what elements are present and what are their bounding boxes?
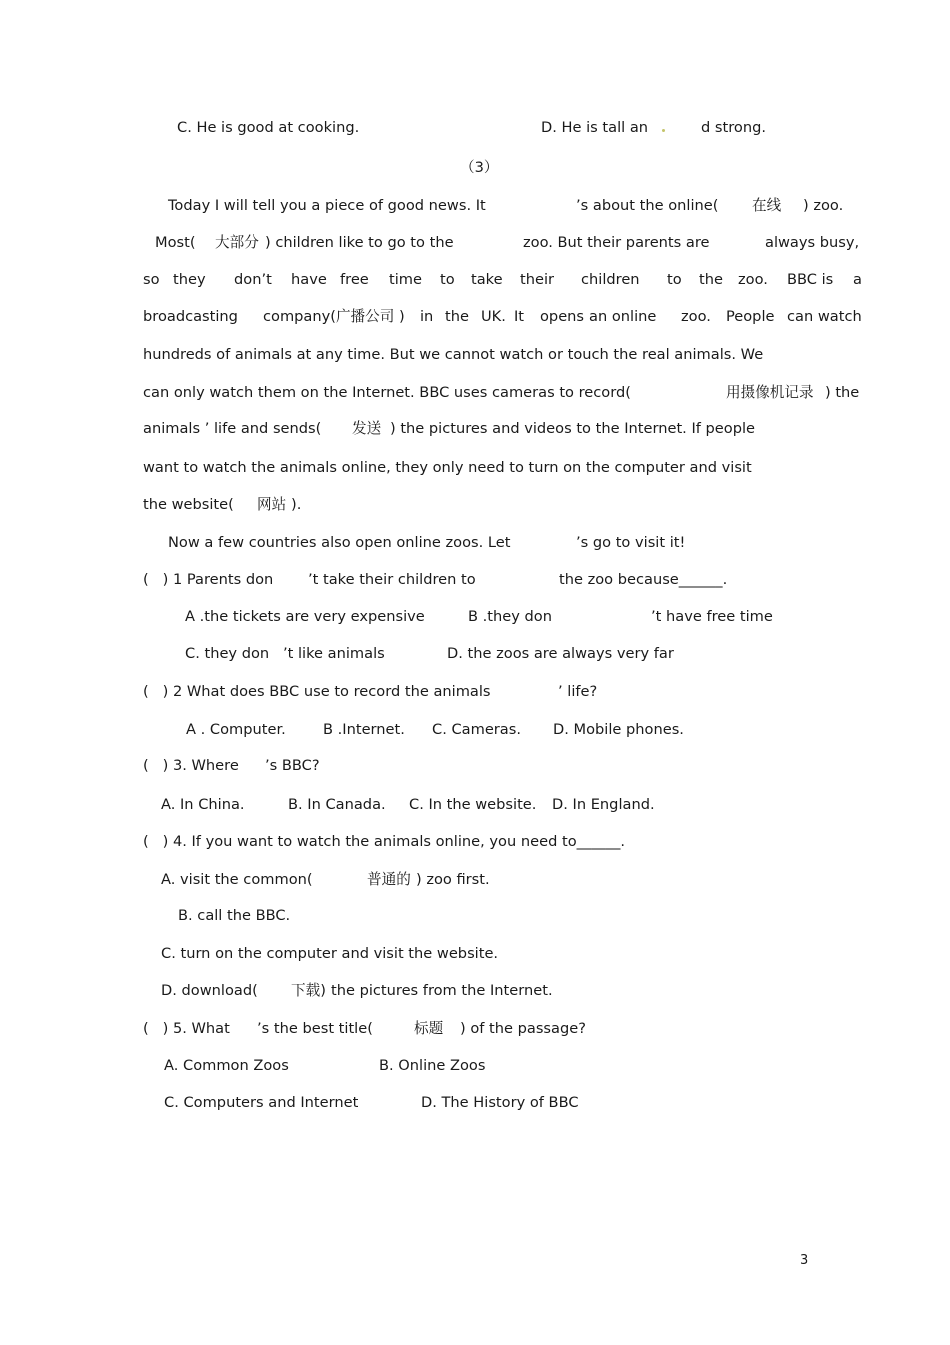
passage-word: can watch (787, 308, 862, 325)
q2-option-d: D. Mobile phones. (553, 721, 684, 738)
option-c: C. He is good at cooking. (177, 119, 360, 136)
question-5: ( ) 5. What (143, 1020, 230, 1037)
passage-word: have (291, 271, 327, 288)
passage-line: want to watch the animals online, they only need to turn on the computer and visit (143, 459, 752, 476)
passage-word: time (389, 271, 422, 288)
passage-line: ) children like to go to the (265, 234, 454, 251)
q1-option-b: ’t have free time (651, 608, 773, 625)
passage-line: ). (291, 496, 302, 513)
page-number: 3 (800, 1253, 809, 1268)
q3-option-d: D. In England. (552, 796, 655, 813)
passage-word: a (853, 271, 862, 288)
q3-option-a: A. In China. (161, 796, 245, 813)
q2-option-b: B .Internet. (323, 721, 405, 738)
question-5: ’s the best title( (257, 1020, 373, 1037)
passage-word: People (726, 308, 775, 325)
q1-option-c: ’t like animals (283, 645, 385, 662)
option-d-part2: d strong. (701, 119, 766, 136)
passage-cn: 用摄像机记录 (726, 384, 814, 401)
passage-line: always busy, (765, 234, 860, 251)
question-3: ’s BBC? (265, 757, 320, 774)
q3-option-b: B. In Canada. (288, 796, 386, 813)
question-5: ) of the passage? (460, 1020, 586, 1037)
passage-line: Today I will tell you a piece of good news. It (168, 197, 486, 214)
option-d-part1: D. He is tall an (541, 119, 649, 136)
q5-option-d: D. The History of BBC (421, 1094, 579, 1111)
passage-line: animals ’ life and sends( (143, 420, 322, 437)
passage-line: hundreds of animals at any time. But we cannot watch or touch the real animals. We (143, 346, 764, 363)
q4-option-b: B. call the BBC. (178, 907, 291, 924)
q2-option-a: A . Computer. (186, 721, 286, 738)
passage-word: the (445, 308, 469, 325)
passage-word: the (699, 271, 723, 288)
passage-line: the website( (143, 496, 234, 513)
stray-dot (662, 129, 665, 132)
passage-word: UK. (481, 308, 506, 325)
q4-option-a: A. visit the common( (161, 871, 313, 888)
passage-word: in (420, 308, 434, 325)
passage-word: children (581, 271, 640, 288)
section-number: （3） (460, 159, 499, 176)
passage-line: ) the (825, 384, 860, 401)
passage-word: company(广播公司 ) (263, 308, 405, 325)
passage-word: zoo. (681, 308, 711, 325)
passage-line: Now a few countries also open online zoos. Let (168, 534, 511, 551)
question-1: ( ) 1 Parents don (143, 571, 274, 588)
q2-option-c: C. Cameras. (432, 721, 521, 738)
passage-word: don’t (234, 271, 272, 288)
q5-option-a: A. Common Zoos (164, 1057, 289, 1074)
passage-word: free (340, 271, 369, 288)
q4-option-d: D. download( (161, 982, 258, 999)
passage-word: an online (589, 308, 657, 325)
question-4: ( ) 4. If you want to watch the animals online, you need to______. (143, 833, 626, 850)
q4-option-d: 下载) (291, 982, 326, 999)
q4-option-d: the pictures from the Internet. (331, 982, 553, 999)
passage-cn: 网站 (257, 496, 287, 513)
q5-option-c: C. Computers and Internet (164, 1094, 359, 1111)
passage-word: zoo. (738, 271, 768, 288)
q1-option-c: C. they don (185, 645, 270, 662)
passage-line: zoo. But their parents are (523, 234, 710, 251)
passage-word: BBC is (787, 271, 834, 288)
passage-word: their (520, 271, 555, 288)
q1-option-a: A .the tickets are very expensive (185, 608, 425, 625)
q4-option-c: C. turn on the computer and visit the website. (161, 945, 499, 962)
passage-line: ’s about the online( (576, 197, 719, 214)
question-3: ( ) 3. Where (143, 757, 239, 774)
passage-word: opens (540, 308, 585, 325)
passage-word: It (514, 308, 525, 325)
q3-option-c: C. In the website. (409, 796, 537, 813)
question-1: the zoo because______. (559, 571, 728, 588)
q4-option-a: ) zoo first. (416, 871, 490, 888)
passage-line: can only watch them on the Internet. BBC uses cameras to record( (143, 384, 631, 401)
q1-option-b: B .they don (468, 608, 552, 625)
passage-word: broadcasting (143, 308, 238, 325)
question-2: ’ life? (558, 683, 598, 700)
q5-option-b: B. Online Zoos (379, 1057, 486, 1074)
passage-line: Most( (155, 234, 196, 251)
question-5: 标题 (414, 1020, 444, 1037)
q1-option-d: D. the zoos are always very far (447, 645, 674, 662)
passage-line: ) the pictures and videos to the Internet. If people (390, 420, 755, 437)
passage-word: to (667, 271, 682, 288)
passage-cn: 发送 (352, 420, 382, 437)
question-1: ’t take their children to (308, 571, 476, 588)
passage-line: ) zoo. (803, 197, 844, 214)
passage-word: take (471, 271, 503, 288)
passage-word: to (440, 271, 455, 288)
passage-cn: 在线 (752, 197, 782, 214)
passage-word: they (173, 271, 206, 288)
passage-line: ’s go to visit it! (576, 534, 686, 551)
passage-word: so (143, 271, 160, 288)
passage-cn: 大部分 (215, 234, 259, 251)
q4-option-a: 普通的 (367, 871, 411, 888)
question-2: ( ) 2 What does BBC use to record the animals (143, 683, 491, 700)
